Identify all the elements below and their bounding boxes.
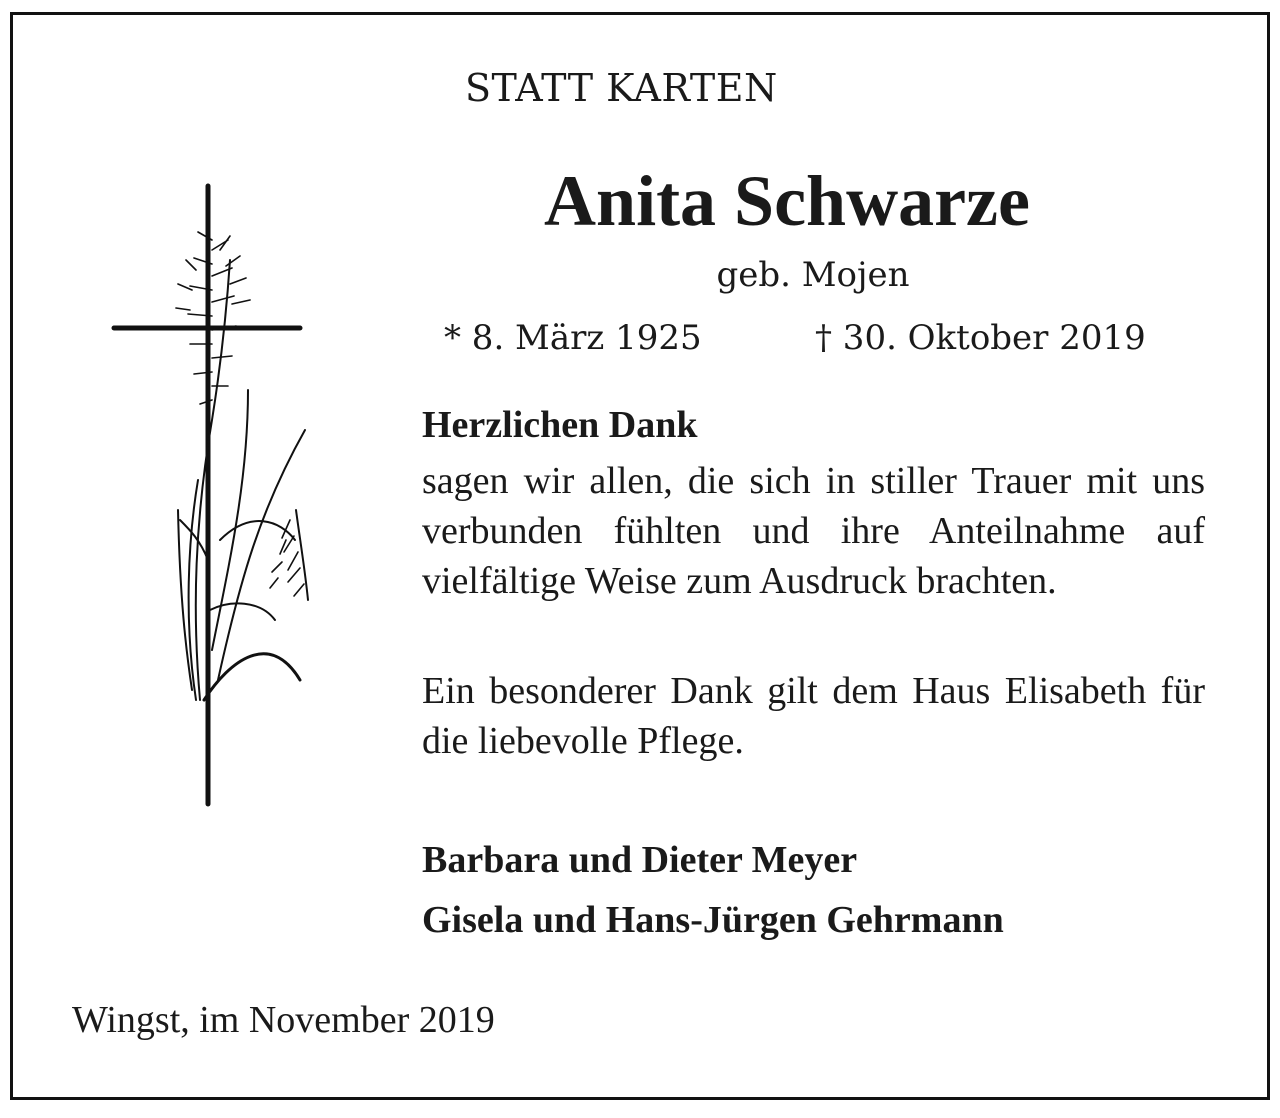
death-date: † 30. Oktober 2019 [815, 318, 1146, 358]
special-thanks-paragraph: Ein besonderer Dank gilt dem Haus Elisabeth für die liebevolle Pflege. [422, 670, 1205, 762]
cross-with-grass-icon [100, 180, 320, 810]
place-and-date: Wingst, im November 2019 [72, 999, 495, 1041]
signatory-2: Gisela und Hans-Jürgen Gehrmann [422, 899, 1004, 941]
notice-header: STATT KARTEN [465, 66, 778, 110]
maiden-name: geb. Mojen [716, 255, 910, 295]
thanks-paragraph: sagen wir allen, die sich in stiller Trauer mit uns verbunden fühlten und ihre Anteilnahme auf vielfältige Weise zum Ausdruck brachten. [422, 460, 1205, 602]
deceased-name: Anita Schwarze [544, 161, 1030, 241]
birth-date: * 8. März 1925 [444, 318, 702, 358]
signatory-1: Barbara und Dieter Meyer [422, 839, 858, 881]
thanks-heading: Herzlichen Dank [422, 404, 698, 446]
